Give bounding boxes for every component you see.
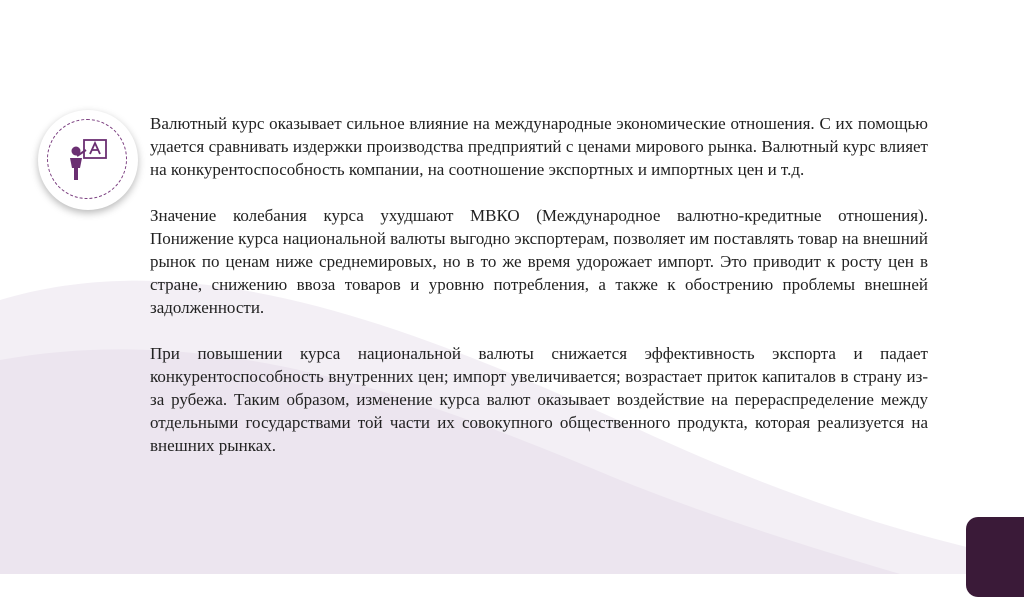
slide-text <box>150 112 928 480</box>
corner-decoration <box>966 517 1024 597</box>
paragraph-rate-increase: При повышении курса национальной валюты снижается эффективность экспорта и падает конкурентоспособность внутренних цен; импорт увеличивается; возрастает приток капиталов в страну из-за рубежа. Таким образом, изменение курса валют оказывает воздействие на перераспределение между отдельными государствами той части их совокупного общественного продукта, которая реализуется на внешних рынках. <box>150 344 928 455</box>
icon-badge <box>38 110 138 210</box>
teacher-presentation-icon <box>68 138 110 182</box>
paragraph-exchange-rate-influence: Валютный курс оказывает сильное влияние на международные экономические отношения. С их помощью удается сравнивать издержки производства предприятий с ценами мирового рынка. Валютный курс влияет на конкурентоспособность компании, на соотношение экспортных и импортных цен и т.д. <box>150 114 928 179</box>
paragraph-rate-fluctuation: Значение колебания курса ухудшают МВКО (Международное валютно-кредитные отношения). Понижение курса национальной валюты выгодно экспортерам, позволяет им поставлять товар на внешний рынок по ценам ниже среднемировых, но в то же время удорожает импорт. Это приводит к росту цен в стране, снижению ввоза товаров и уровню потребления, а также к обострению проблемы внешней задолженности. <box>150 206 928 317</box>
